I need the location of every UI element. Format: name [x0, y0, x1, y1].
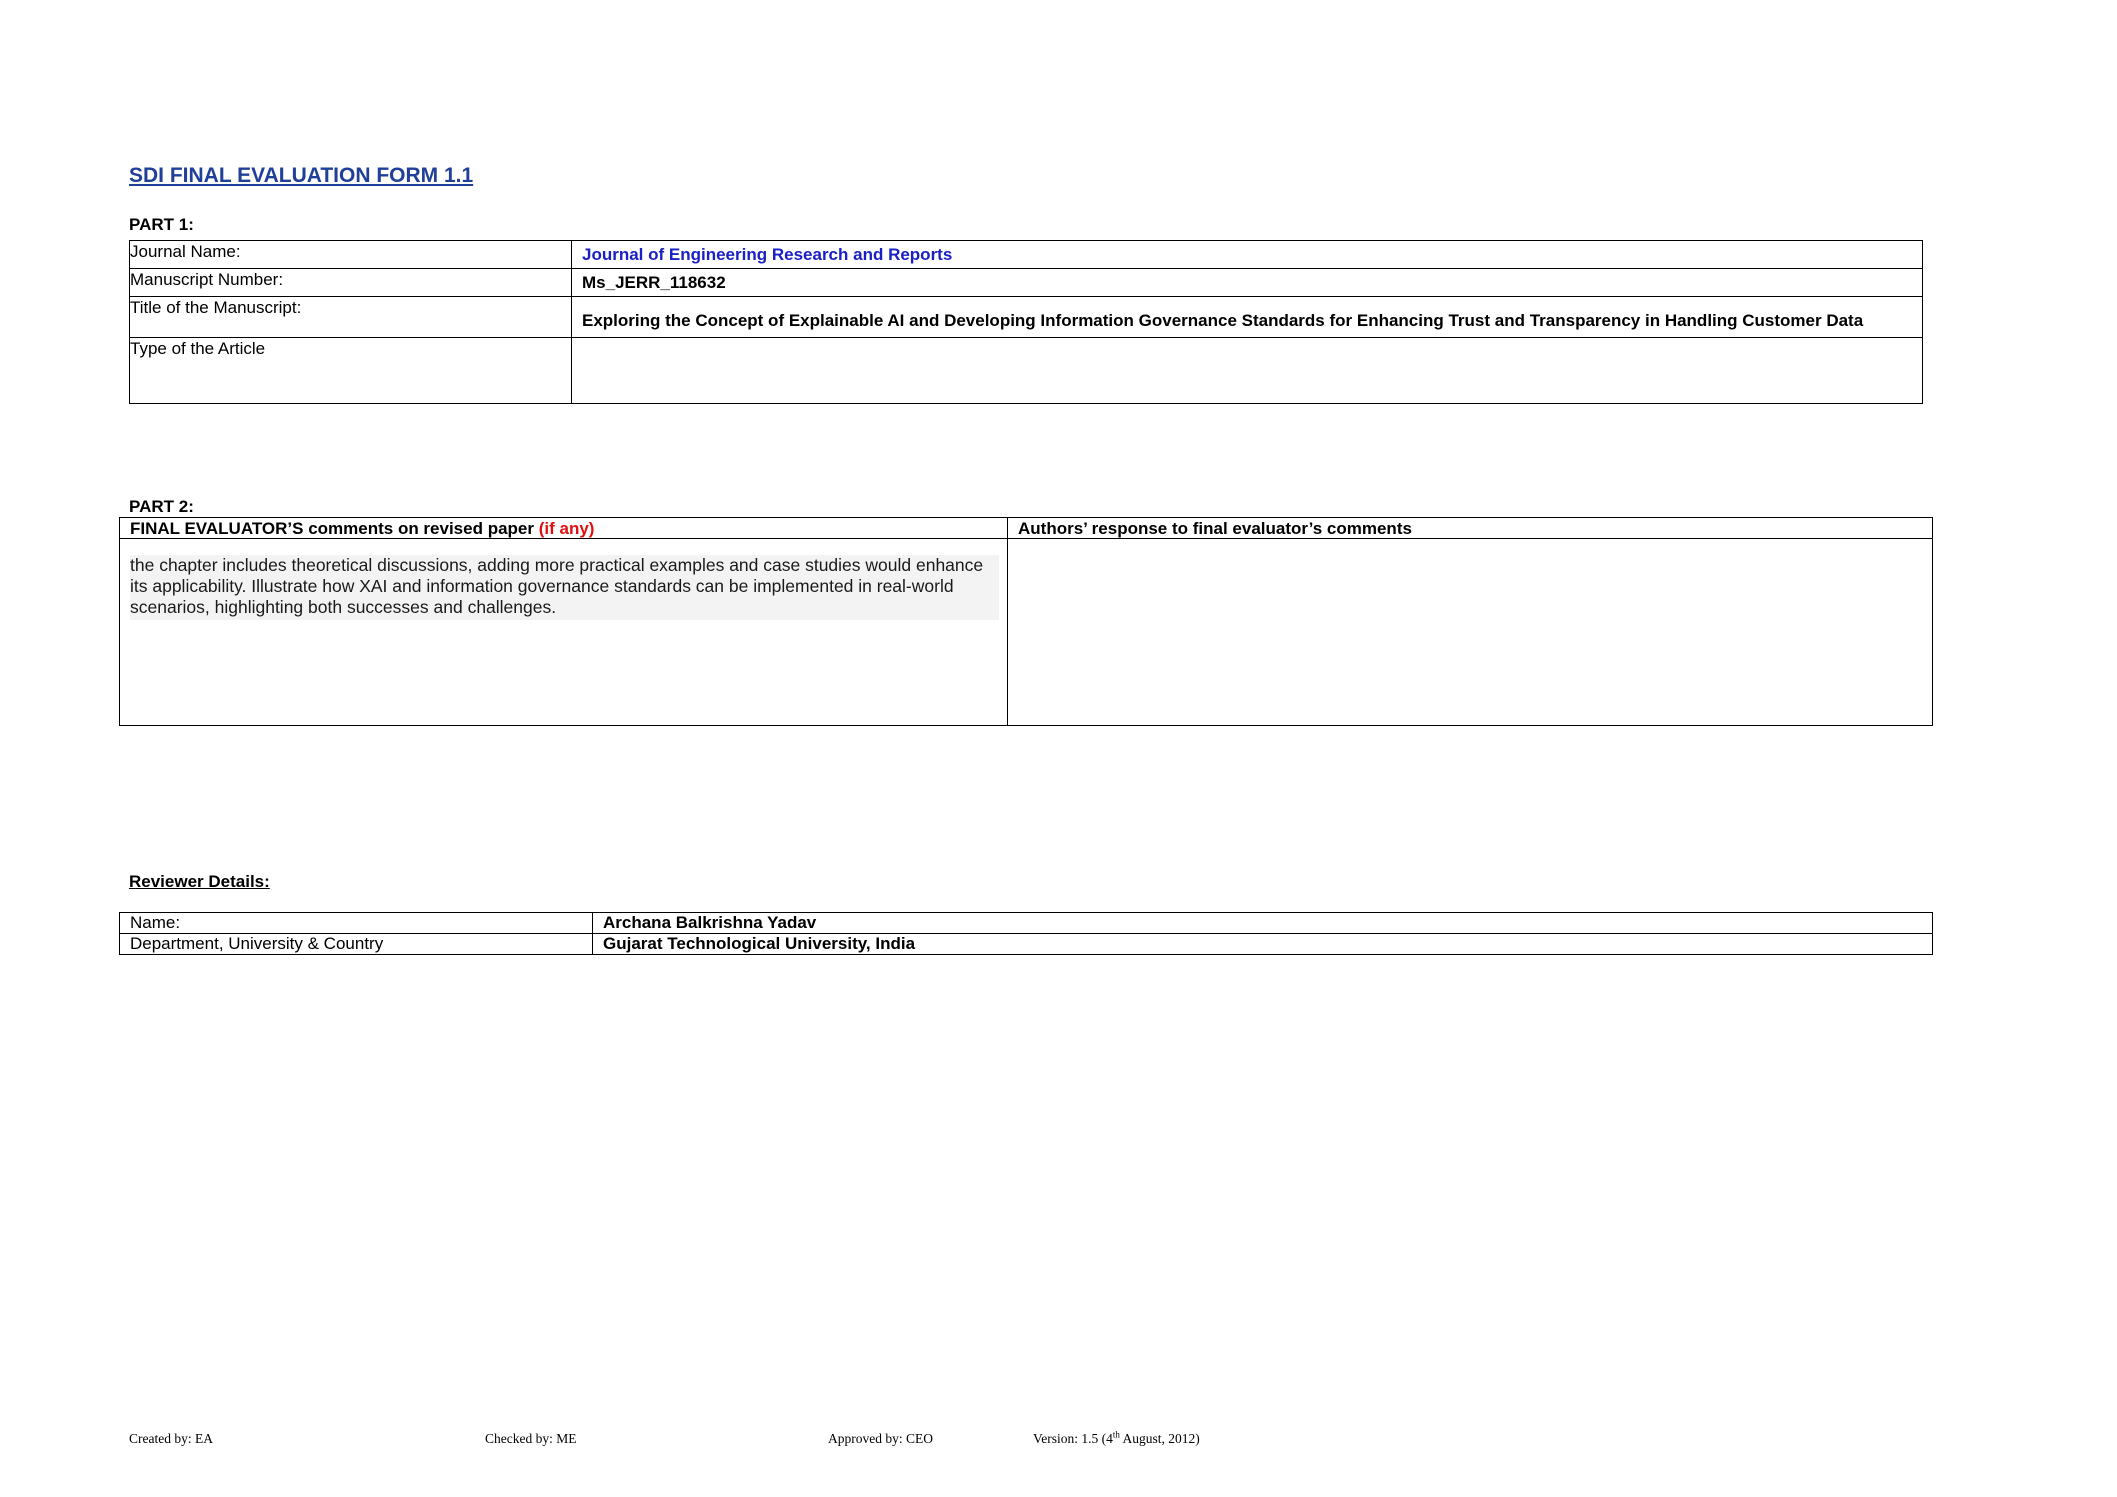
article-type-value — [572, 338, 1923, 404]
manuscript-number-value: Ms_JERR_118632 — [572, 269, 1923, 297]
table-row — [120, 539, 1933, 726]
reviewer-details-table — [119, 912, 1933, 955]
table-header-row — [120, 518, 1933, 539]
reviewer-affiliation-value: Gujarat Technological University, India — [593, 934, 1933, 955]
footer-version-sup: th — [1112, 1429, 1120, 1440]
evaluator-comments-table — [119, 517, 1933, 726]
footer-approved-by: Approved by: CEO — [828, 1431, 933, 1446]
manuscript-title-label: Title of the Manuscript: — [130, 297, 572, 338]
part1-label: PART 1: — [129, 215, 194, 234]
part2-label: PART 2: — [129, 497, 194, 516]
journal-name-label: Journal Name: — [130, 241, 572, 269]
evaluator-comment-text: the chapter includes theoretical discussions, adding more practical examples and case studies would enhance its applicability. Illustrate how XAI and information governance standards can be implemented in real-world scenarios, highlighting both successes and challenges. — [130, 555, 999, 620]
reviewer-details-heading: Reviewer Details: — [129, 872, 270, 891]
table-row — [130, 269, 1923, 297]
footer-checked-by: Checked by: ME — [485, 1431, 577, 1446]
footer-version-suffix: August, 2012) — [1119, 1431, 1200, 1446]
article-type-label: Type of the Article — [130, 338, 572, 404]
evaluator-comment-cell — [120, 539, 1008, 726]
reviewer-name-value: Archana Balkrishna Yadav — [593, 913, 1933, 934]
if-any-note: (if any) — [538, 519, 595, 538]
manuscript-number-label: Manuscript Number: — [130, 269, 572, 297]
table-row — [120, 934, 1933, 955]
authors-response-cell[interactable] — [1008, 539, 1933, 726]
authors-response-header: Authors’ response to final evaluator’s comments — [1008, 518, 1933, 539]
manuscript-title-value: Exploring the Concept of Explainable AI and Developing Information Governance Standards for Enhancing Trust and Transparency in Handling Customer Data — [572, 297, 1923, 338]
journal-name-value: Journal of Engineering Research and Reports — [572, 241, 1923, 269]
table-row — [130, 297, 1923, 338]
table-row — [130, 338, 1923, 404]
evaluator-comments-header-text: FINAL EVALUATOR’S comments on revised paper — [130, 519, 534, 538]
footer-version — [1033, 1431, 1200, 1447]
table-row — [130, 241, 1923, 269]
footer-created-by: Created by: EA — [129, 1431, 213, 1446]
manuscript-info-table — [129, 240, 1923, 404]
table-row — [120, 913, 1933, 934]
reviewer-affiliation-label: Department, University & Country — [120, 934, 593, 955]
footer-version-prefix: Version: 1.5 (4 — [1033, 1431, 1113, 1446]
reviewer-name-label: Name: — [120, 913, 593, 934]
form-title: SDI FINAL EVALUATION FORM 1.1 — [129, 164, 474, 187]
evaluator-comments-header — [120, 518, 1008, 539]
